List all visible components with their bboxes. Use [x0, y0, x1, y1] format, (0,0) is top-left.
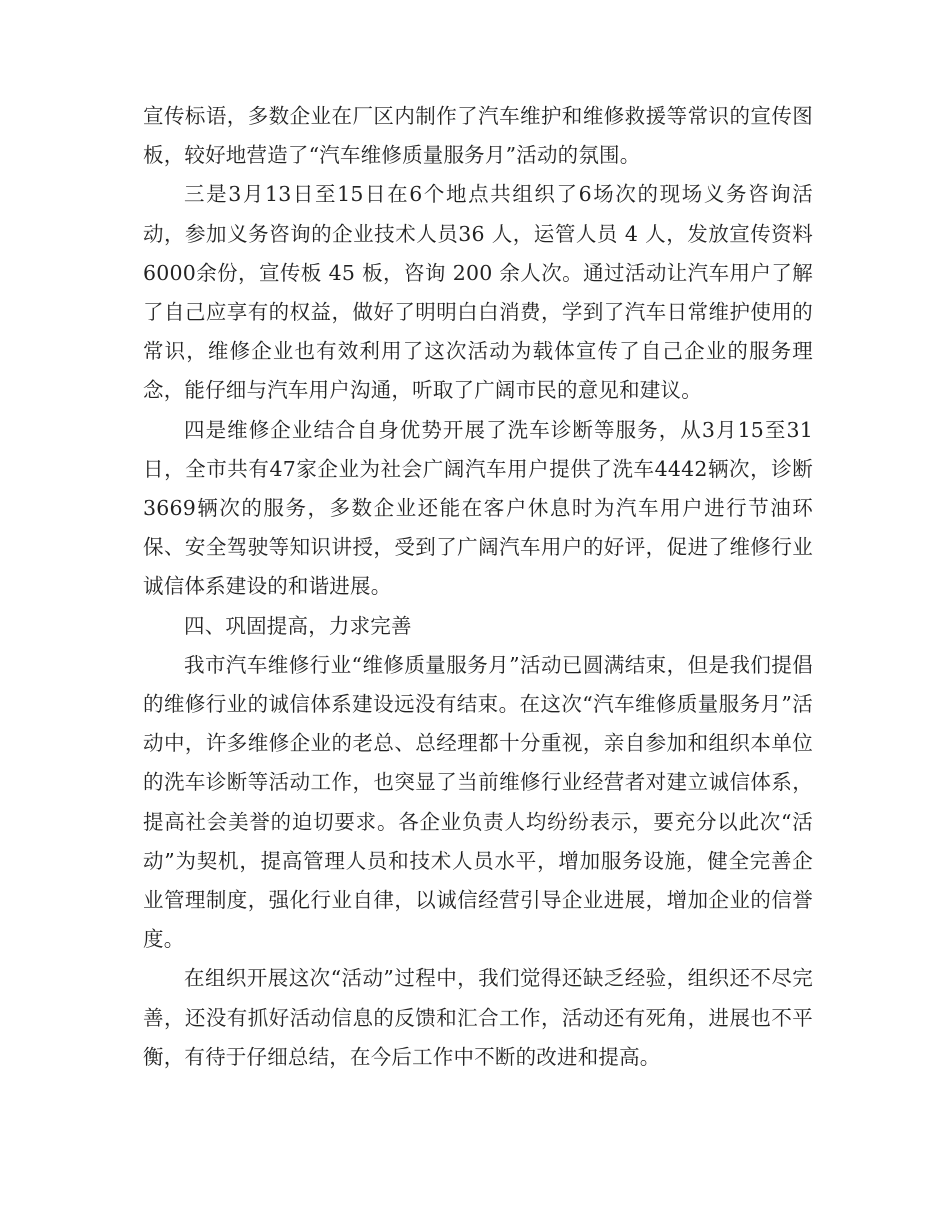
paragraph-2: 三是3月13日至15日在6个地点共组织了6场次的现场义务咨询活动，参加义务咨询的企业技术人员36 人，运管人员 4 人，发放宣传资料6000余份，宣传板 45 板，咨询 200 余人次。通过活动让汽车用户了解了自己应享有的权益，做好了明明白白消费，学到了汽车日常维护使用的常识，维修企业也有效利用了这次活动为载体宣传了自己企业的服务理念，能仔细与汽车用户沟通，听取了广阔市民的意见和建议。: [143, 182, 813, 403]
paragraph-4: 我市汽车维修行业“维修质量服务月”活动已圆满结束，但是我们提倡的维修行业的诚信体系建设远没有结束。在这次“汽车维修质量服务月”活动中，许多维修企业的老总、总经理都十分重视，亲自参加和组织本单位的洗车诊断等活动工作，也突显了当前维修行业经营者对建立诚信体系，提高社会美誉的迫切要求。各企业负责人均纷纷表示，要充分以此次“活动”为契机，提高管理人员和技术人员水平，增加服务设施，健全完善企业管理制度，强化行业自律，以诚信经营引导企业进展，增加企业的信誉度。: [143, 652, 813, 952]
paragraph-3: 四是维修企业结合自身优势开展了洗车诊断等服务，从3月15至31日，全市共有47家企业为社会广阔汽车用户提供了洗车4442辆次，诊断3669辆次的服务，多数企业还能在客户休息时为汽车用户进行节油环保、安全驾驶等知识讲授，受到了广阔汽车用户的好评，促进了维修行业诚信体系建设的和谐进展。: [143, 417, 813, 599]
paragraph-1: 宣传标语，多数企业在厂区内制作了汽车维护和维修救援等常识的宣传图板，较好地营造了“汽车维修质量服务月”活动的氛围。: [143, 104, 813, 168]
paragraph-5: 在组织开展这次“活动”过程中，我们觉得还缺乏经验，组织还不尽完善，还没有抓好活动信息的反馈和汇合工作，活动还有死角，进展也不平衡，有待于仔细总结，在今后工作中不断的改进和提高。: [143, 966, 813, 1069]
section-heading: 四、巩固提高，力求完善: [184, 613, 412, 638]
document-body: [143, 97, 813, 1077]
